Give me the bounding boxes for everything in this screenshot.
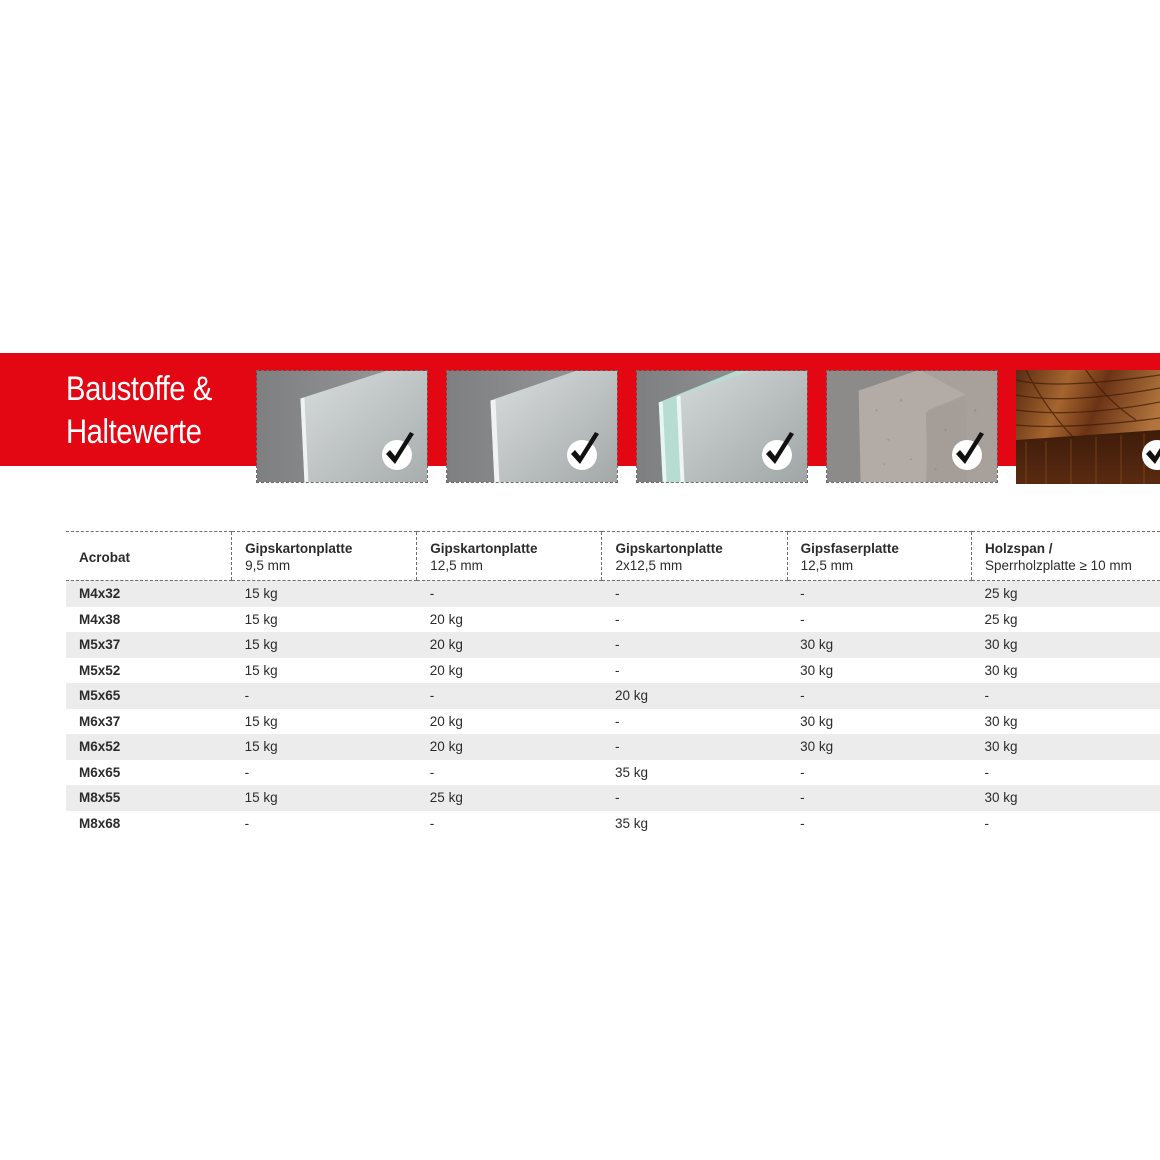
table-cell: 25 kg <box>971 581 1160 607</box>
table-cell: - <box>602 785 787 811</box>
table-cell: 30 kg <box>984 662 1018 678</box>
table-cell: 20 kg <box>429 611 463 627</box>
row-label: M5x37 <box>66 632 232 658</box>
table-cell: - <box>984 764 989 780</box>
table-cell: 35 kg <box>614 764 648 780</box>
check-icon <box>951 428 987 472</box>
table-cell: - <box>602 734 787 760</box>
row-label: M8x68 <box>79 815 121 831</box>
column-header: Gipskartonplatte 9,5 mm <box>232 532 417 581</box>
table-cell: - <box>971 683 1160 709</box>
table-cell: 15 kg <box>244 611 278 627</box>
table-cell: 30 kg <box>984 713 1018 729</box>
check-icon <box>381 428 417 472</box>
table-cell: - <box>614 662 620 678</box>
table-cell: 15 kg <box>232 785 417 811</box>
table-cell: - <box>429 764 435 780</box>
table-cell: - <box>787 683 971 709</box>
load-values-table <box>66 531 1160 836</box>
table-cell: - <box>602 581 787 607</box>
check-icon <box>566 428 602 472</box>
table-cell: - <box>232 683 417 709</box>
table-row <box>66 632 1160 658</box>
table-cell: 20 kg <box>602 683 787 709</box>
table-cell: 30 kg <box>800 662 834 678</box>
table-row <box>66 683 1160 709</box>
table-cell: 15 kg <box>244 713 278 729</box>
table-cell: 25 kg <box>984 611 1018 627</box>
table-cell: 15 kg <box>232 734 417 760</box>
table-header-row <box>66 532 1160 581</box>
wood-board-image <box>1016 370 1160 484</box>
row-label: M5x52 <box>79 662 121 678</box>
table-cell: 30 kg <box>800 713 834 729</box>
table-cell: 15 kg <box>232 632 417 658</box>
table-row <box>66 709 1160 735</box>
table-cell: 20 kg <box>417 632 602 658</box>
table-cell: - <box>984 815 989 831</box>
table-cell: - <box>429 815 435 831</box>
table-cell: - <box>614 713 620 729</box>
table-cell: - <box>614 611 620 627</box>
column-header: Gipskartonplatte 2x12,5 mm <box>602 532 787 581</box>
row-label: M4x32 <box>66 581 232 607</box>
table-cell: 30 kg <box>971 632 1160 658</box>
column-header: Holzspan / Sperrholzplatte ≥ 10 mm <box>971 532 1160 581</box>
table-cell: 30 kg <box>971 734 1160 760</box>
table-row <box>66 811 1160 837</box>
column-header: Gipskartonplatte 12,5 mm <box>417 532 602 581</box>
banner-title <box>66 368 212 454</box>
row-label: M4x38 <box>79 611 121 627</box>
table-cell: 25 kg <box>417 785 602 811</box>
table-cell: 30 kg <box>787 632 971 658</box>
table-row <box>66 581 1160 607</box>
table-row <box>66 785 1160 811</box>
table-cell: - <box>602 632 787 658</box>
table-cell: 35 kg <box>614 815 648 831</box>
table-row <box>66 658 1160 684</box>
table-cell: - <box>787 581 971 607</box>
row-label: M6x52 <box>66 734 232 760</box>
table-row <box>66 607 1160 633</box>
table-row <box>66 760 1160 786</box>
table-cell: 15 kg <box>244 662 278 678</box>
table-cell: - <box>244 815 250 831</box>
table-corner-label: Acrobat <box>66 532 232 581</box>
check-icon <box>1141 428 1160 472</box>
check-icon <box>761 428 797 472</box>
table-cell: - <box>800 611 805 627</box>
banner-title-line1: Baustoffe & <box>66 370 212 408</box>
table-row <box>66 734 1160 760</box>
row-label: M6x37 <box>79 713 121 729</box>
table-cell: - <box>417 683 602 709</box>
table-cell: 30 kg <box>787 734 971 760</box>
row-label: M6x65 <box>79 764 121 780</box>
banner-title-line2: Haltewerte <box>66 413 202 451</box>
row-label: M5x65 <box>66 683 232 709</box>
table-cell: 30 kg <box>971 785 1160 811</box>
table-cell: - <box>800 764 805 780</box>
table-cell: 20 kg <box>417 734 602 760</box>
table-cell: 15 kg <box>232 581 417 607</box>
table-cell: - <box>800 815 805 831</box>
row-label: M8x55 <box>66 785 232 811</box>
table-cell: - <box>244 764 250 780</box>
table-cell: - <box>417 581 602 607</box>
table-cell: 20 kg <box>429 662 463 678</box>
table-cell: 20 kg <box>429 713 463 729</box>
table-cell: - <box>787 785 971 811</box>
column-header: Gipsfaserplatte 12,5 mm <box>787 532 971 581</box>
